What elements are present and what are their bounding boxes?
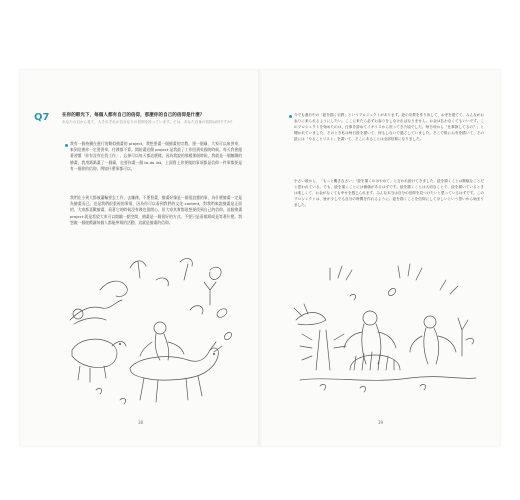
right-page [260,70,500,446]
bullet-icon [289,115,292,118]
left-page [20,70,260,446]
answer-paragraph-1-ja: 今でも進行中の「絵を描く宗教」というプロジェクトがあります。絵の宗教を作り出して、お寺を建てて、みんながお参りに来られるようにしたい。ここに来たら必ずお参りをしなければなりません。お金は払わなくてもいいです。このプロジェクトを始めたのは、仕事を辞めてイギリスから戻ってきた頃でした。毎日母から「仕事探してるの？」と聞かれていました。そのとき私は毎日絵を描いて、何もしないで過ごしていました。そこで紙にお寺を描いて、その絵には「やることリスト」を書いて、そこにあることは全部信仰になりました。 [294,113,484,142]
answer-paragraph-2: 我們在小到大都被灌輸要去工作、去賺錢，不要寫畫，繪畫好像是一個很浪費的事，為什麼繪畫一定是為繪畫而已。這是我們很重視的事情，因為你可以看到我們的文化 content，對我們來說繪畫是正面的，大家都喜歡繪畫，看著它的時候沒有錢也很開心。但大家其實都很想要找到自己的信仰。這個繪畫 project 就是希望大家可以開闢一點空間，繪畫是一個很好的方式，不要只是看報紙或是等著什麼。我想做一個遊戲讓每個人都能參與的活動，這就是繪畫的信仰。 [70,195,242,225]
book-spread [20,70,500,446]
question-title: 在你的眼光下，每個人都有自己的信仰，那麼你的自己的信仰是什麼？ [62,113,205,118]
question-label: Q7 [34,112,50,123]
answer-paragraph-2-ja: 小さい頃から、「もっと働きなさい」「絵を描くのはやめて」と言われ続けてきました。絵を描くことは無駄なことだと思われている。でも、絵を描くことには価値があるはずです。絵を描くことは大切なことで、絵を描いているときは楽しくて、お金がなくても幸せを感じられます。みんな本当は自分の信仰を見つけたいと思っているはずです。このプロジェクトは、皆が少しでも自分の時間を作れるように、絵を描くことを信仰にしてほしいという思いから始まりました。 [294,179,484,208]
bullet-icon [65,144,68,147]
answer-paragraph-1: 我有一個持續在進行的類似繪畫的 project，我想要畫一個繪畫的宗教，建一個廟，大家可以來供奉，來到這裡你一定要供奉，付錢都不算。開始畫這個 project 是我最了工作回到英國的時候。每天我會跟著習慣「你有沒有在找工作」，忘掉可以每天都這麼樣。因為我說的那樣那個時候，我就是一個無聊的繪畫，我用紙紙畫了一個廟，也要你畫一個 to-do list，上面寫上你要做的事項都是信仰一件事都要是有一個你的信仰，例如什麼事都可以。 [70,141,242,171]
pencil-illustration-procession [290,260,480,410]
question-subtitle: あなたの目から見て、人それぞれが自分なりの信仰を持っています。では、あなた自身の信仰は何ですか？ [62,120,235,124]
page-number-right: 39 [378,420,384,425]
page-number-left: 38 [138,420,144,425]
pencil-illustration-rider [60,250,240,415]
